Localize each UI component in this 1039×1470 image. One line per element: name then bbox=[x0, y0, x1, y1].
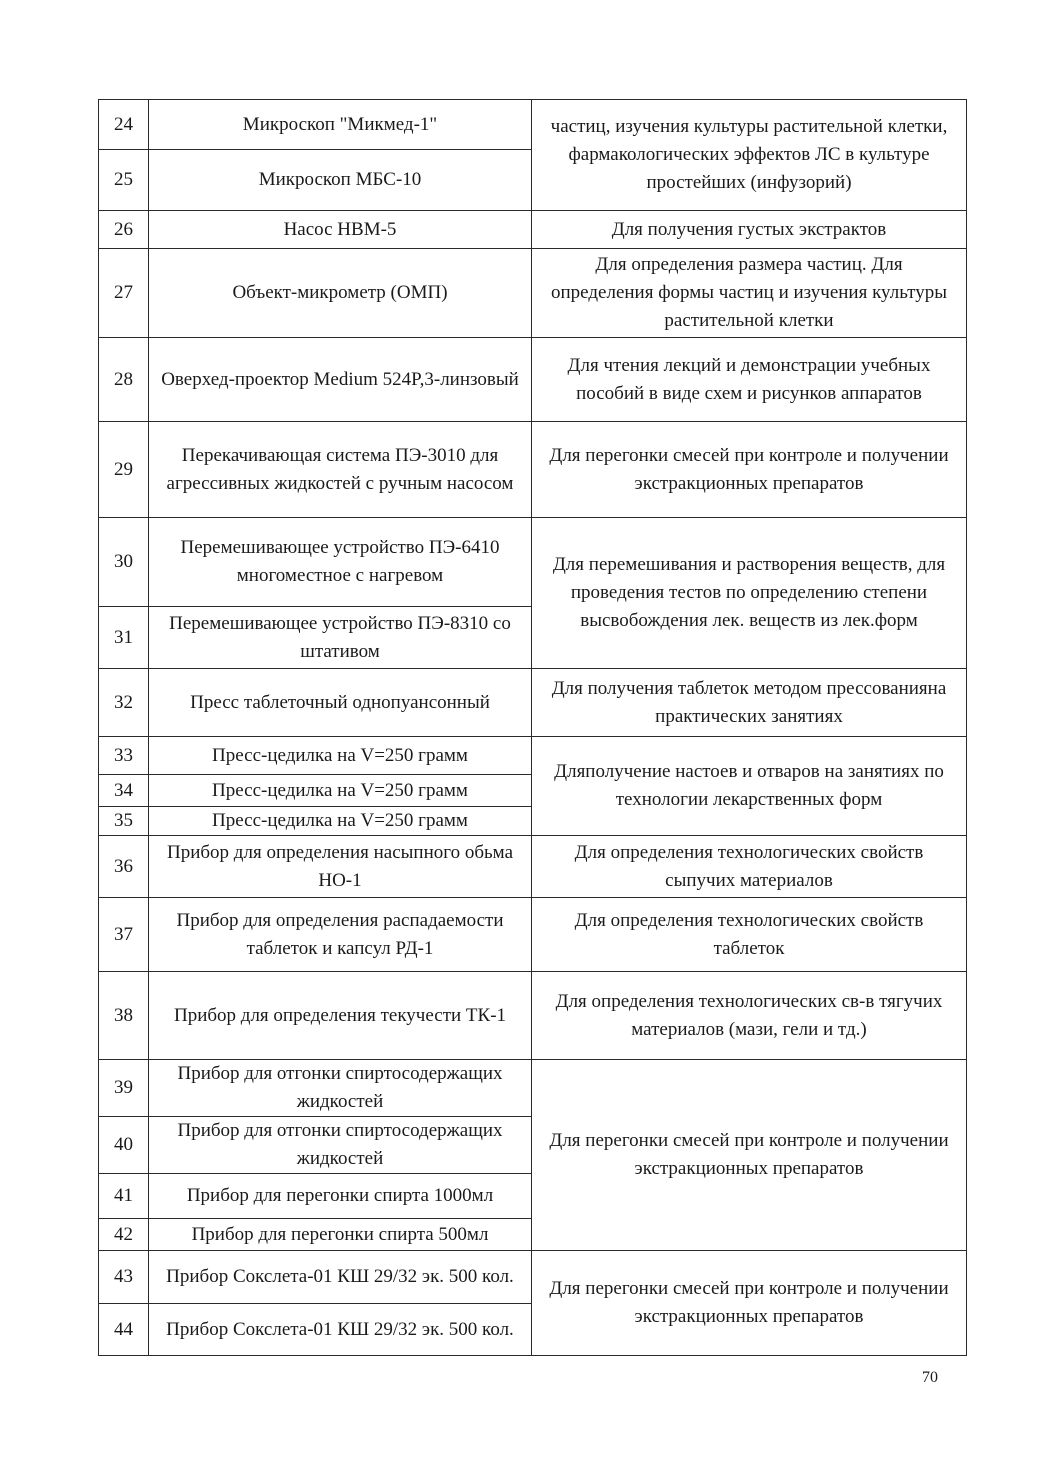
equipment-name-cell: Прибор для отгонки спиртосодержащих жидкостей bbox=[149, 1117, 532, 1174]
table-row bbox=[99, 338, 967, 422]
row-number-cell: 44 bbox=[99, 1304, 149, 1356]
row-number-cell: 35 bbox=[99, 807, 149, 836]
row-number-cell: 30 bbox=[99, 518, 149, 607]
equipment-name-cell: Прибор для перегонки спирта 1000мл bbox=[149, 1174, 532, 1219]
row-number-cell: 43 bbox=[99, 1251, 149, 1304]
equipment-name-cell: Пресс-цедилка на V=250 грамм bbox=[149, 737, 532, 775]
row-number-cell: 25 bbox=[99, 150, 149, 211]
purpose-cell: Дляполучение настоев и отваров на занятиях по технологии лекарственных форм bbox=[532, 737, 967, 836]
equipment-name-cell: Прибор для перегонки спирта 500мл bbox=[149, 1219, 532, 1251]
equipment-name-cell: Пресс таблеточный однопуансонный bbox=[149, 669, 532, 737]
purpose-cell: Для перегонки смесей при контроле и получении экстракционных препаратов bbox=[532, 1251, 967, 1356]
table-row bbox=[99, 898, 967, 972]
row-number-cell: 38 bbox=[99, 972, 149, 1060]
row-number-cell: 24 bbox=[99, 100, 149, 150]
equipment-name-cell: Прибор для определения текучести ТК-1 bbox=[149, 972, 532, 1060]
equipment-name-cell: Перекачивающая система ПЭ-3010 для агрессивных жидкостей с ручным насосом bbox=[149, 422, 532, 518]
purpose-cell: Для перегонки смесей при контроле и получении экстракционных препаратов bbox=[532, 1060, 967, 1251]
table-row bbox=[99, 422, 967, 518]
purpose-cell: Для получения таблеток методом прессованияна практических занятиях bbox=[532, 669, 967, 737]
table-row bbox=[99, 1060, 967, 1117]
purpose-cell: Для перемешивания и растворения веществ, для проведения тестов по определению степени высвобождения лек. веществ из лек.форм bbox=[532, 518, 967, 669]
row-number-cell: 32 bbox=[99, 669, 149, 737]
equipment-name-cell: Микроскоп МБС-10 bbox=[149, 150, 532, 211]
row-number-cell: 28 bbox=[99, 338, 149, 422]
row-number-cell: 33 bbox=[99, 737, 149, 775]
row-number-cell: 26 bbox=[99, 211, 149, 249]
row-number-cell: 42 bbox=[99, 1219, 149, 1251]
purpose-cell: Для определения технологических св-в тягучих материалов (мази, гели и тд.) bbox=[532, 972, 967, 1060]
table-row bbox=[99, 669, 967, 737]
equipment-name-cell: Оверхед-проектор Medium 524P,3-линзовый bbox=[149, 338, 532, 422]
equipment-name-cell: Насос НВМ-5 bbox=[149, 211, 532, 249]
equipment-table bbox=[98, 99, 967, 1356]
row-number-cell: 31 bbox=[99, 607, 149, 669]
purpose-cell: Для определения технологических свойств сыпучих материалов bbox=[532, 836, 967, 898]
equipment-name-cell: Пресс-цедилка на V=250 грамм bbox=[149, 807, 532, 836]
equipment-name-cell: Прибор Сокслета-01 КШ 29/32 эк. 500 кол. bbox=[149, 1304, 532, 1356]
row-number-cell: 34 bbox=[99, 775, 149, 807]
row-number-cell: 29 bbox=[99, 422, 149, 518]
table-row bbox=[99, 1251, 967, 1304]
equipment-name-cell: Прибор для определения насыпного обьма НО-1 bbox=[149, 836, 532, 898]
equipment-name-cell: Прибор Сокслета-01 КШ 29/32 эк. 500 кол. bbox=[149, 1251, 532, 1304]
equipment-name-cell: Перемешивающее устройство ПЭ-8310 со штативом bbox=[149, 607, 532, 669]
equipment-name-cell: Пресс-цедилка на V=250 грамм bbox=[149, 775, 532, 807]
table-row bbox=[99, 737, 967, 775]
row-number-cell: 40 bbox=[99, 1117, 149, 1174]
equipment-name-cell: Объект-микрометр (ОМП) bbox=[149, 249, 532, 338]
purpose-cell: Для определения технологических свойств таблеток bbox=[532, 898, 967, 972]
purpose-cell: Для чтения лекций и демонстрации учебных пособий в виде схем и рисунков аппаратов bbox=[532, 338, 967, 422]
table-row bbox=[99, 972, 967, 1060]
purpose-cell: частиц, изучения культуры растительной клетки, фармакологических эффектов ЛС в культуре простейших (инфузорий) bbox=[532, 100, 967, 211]
row-number-cell: 36 bbox=[99, 836, 149, 898]
equipment-name-cell: Микроскоп "Микмед-1" bbox=[149, 100, 532, 150]
purpose-cell: Для определения размера частиц. Для определения формы частиц и изучения культуры растительной клетки bbox=[532, 249, 967, 338]
equipment-name-cell: Прибор для отгонки спиртосодержащих жидкостей bbox=[149, 1060, 532, 1117]
purpose-cell: Для перегонки смесей при контроле и получении экстракционных препаратов bbox=[532, 422, 967, 518]
equipment-name-cell: Перемешивающее устройство ПЭ-6410 многоместное с нагревом bbox=[149, 518, 532, 607]
table-body bbox=[99, 100, 967, 1356]
table-row bbox=[99, 100, 967, 150]
table-row bbox=[99, 836, 967, 898]
table-row bbox=[99, 249, 967, 338]
table-row bbox=[99, 518, 967, 607]
purpose-cell: Для получения густых экстрактов bbox=[532, 211, 967, 249]
row-number-cell: 39 bbox=[99, 1060, 149, 1117]
table-row bbox=[99, 211, 967, 249]
row-number-cell: 41 bbox=[99, 1174, 149, 1219]
page-number: 70 bbox=[922, 1369, 938, 1386]
equipment-name-cell: Прибор для определения распадаемости таблеток и капсул РД-1 bbox=[149, 898, 532, 972]
row-number-cell: 27 bbox=[99, 249, 149, 338]
row-number-cell: 37 bbox=[99, 898, 149, 972]
